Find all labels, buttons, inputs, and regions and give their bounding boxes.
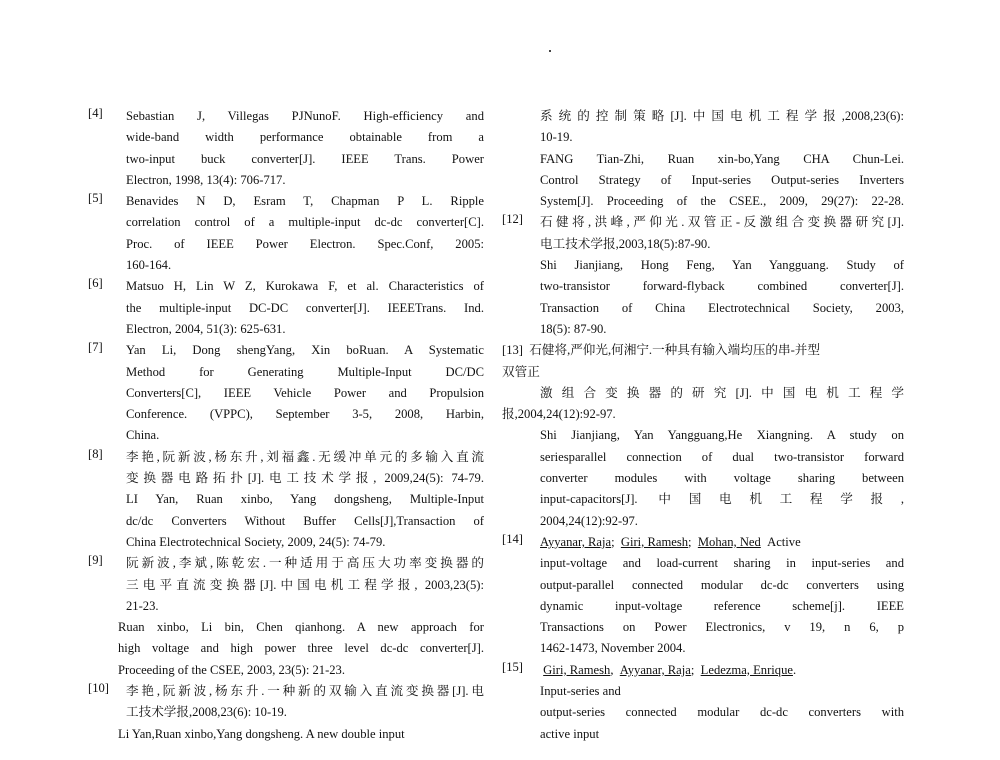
author-link[interactable]: Ledezma, Enrique	[700, 662, 793, 677]
ref-line: Control Strategy of Input-series Output-series Inverters	[540, 172, 904, 187]
ref-line: 工技术学报,2008,23(6): 10-19.	[126, 705, 287, 720]
ref-number: [14]	[502, 531, 523, 546]
ref-line: active input	[540, 726, 600, 741]
ref-line: 21-23.	[126, 598, 159, 613]
ref-line: correlation control of a multiple-input dc-dc converter[C].	[126, 215, 484, 230]
ref-text: 石健将,严仰光,何湘宁.一种具有输入端均压的串-并型	[529, 343, 820, 358]
ref-line: 2004,24(12):92-97.	[540, 513, 638, 528]
ref-line: Shi Jianjiang, Hong Feng, Yan Yangguang. Study of	[540, 258, 904, 273]
reference-item	[88, 276, 484, 340]
right-column	[502, 106, 904, 745]
ref-line: Sebastian J, Villegas PJNunoF. High-efficiency and	[126, 109, 484, 123]
ref-line: Li Yan,Ruan xinbo,Yang dongsheng. A new double input	[118, 726, 405, 741]
ref-line: two-input buck converter[J]. IEEE Trans. Power	[126, 151, 484, 166]
ref-line: Transaction of China Electrotechnical Society, 2003,	[540, 300, 904, 315]
ref-line: output-series connected modular dc-dc converters with	[540, 705, 904, 720]
reference-15	[502, 660, 904, 745]
reference-14	[502, 532, 904, 660]
ref-line: China.	[126, 428, 160, 443]
ref-line: high voltage and high power three level dc-dc converter[J].	[118, 641, 484, 656]
ref-line: the multiple-input DC-DC converter[J]. IEEETrans. Ind.	[126, 300, 484, 315]
ref-line: Shi Jianjiang, Yan Yangguang,He Xiangning. A study on	[540, 428, 904, 443]
reference-item	[88, 340, 484, 446]
ref-line: Matsuo H, Lin W Z, Kurokawa F, et al. Characteristics of	[126, 279, 484, 294]
ref-line: seriesparallel connection of dual two-transistor forward	[540, 449, 904, 464]
author-link[interactable]: Giri, Ramesh	[620, 534, 689, 549]
author-link[interactable]: Giri, Ramesh	[543, 662, 611, 677]
ref-number: [7]	[88, 340, 103, 355]
ref-line: input-capacitors[J]. 中国电机工程学报,	[540, 492, 904, 507]
ref-line: LI Yan, Ruan xinbo, Yang dongsheng, Multiple-Input	[126, 492, 484, 507]
ref-line: converter modules with voltage sharing between	[540, 471, 904, 486]
ref-english-block	[502, 425, 904, 531]
ref-line: 双管正	[502, 364, 540, 379]
reference-item	[88, 191, 484, 276]
page-speck	[549, 50, 551, 52]
ref-line: two-transistor forward-flyback combined converter[J].	[540, 279, 904, 294]
ref-line: Ruan xinbo, Li bin, Chen qianhong. A new approach for	[118, 620, 484, 635]
ref-line: input-voltage and load-current sharing in input-series and	[540, 556, 904, 571]
reference-13	[502, 340, 904, 532]
ref-line: System[J]. Proceeding of the CSEE., 2009, 29(27): 22-28.	[540, 194, 904, 209]
ref-line: 电工技术学报,2003,18(5):87-90.	[540, 236, 711, 251]
ref-line: China Electrotechnical Society, 2009, 24(5): 74-79.	[126, 534, 386, 549]
ref-line: FANG Tian-Zhi, Ruan xin-bo,Yang CHA Chun-Lei.	[540, 151, 904, 166]
reference-item	[88, 553, 484, 617]
ref-text: Active	[767, 534, 801, 549]
ref-line: 激组合变换器的研究[J].中国电机工程学	[540, 385, 904, 400]
ref-line: 10-19.	[540, 130, 573, 145]
ref-line: Ayyanar, Raja; Giri, Ramesh; Mohan, Ned Active	[540, 534, 801, 549]
ref-line	[502, 340, 904, 361]
ref-line: dynamic input-voltage reference scheme[j]. IEEE	[540, 598, 904, 613]
left-column	[88, 106, 484, 745]
ref-line: Conference. (VPPC), September 3-5, 2008, Harbin,	[126, 407, 484, 422]
ref-line: Proceeding of the CSEE, 2003, 23(5): 21-23.	[118, 662, 346, 677]
ref-line: 1462-1473, November 2004.	[540, 641, 686, 656]
ref-line: 李艳,阮新波,杨东升,刘福鑫.无缓冲单元的多输入直流	[126, 449, 484, 464]
ref-number: [8]	[88, 446, 103, 461]
ref-line: Electron, 1998, 13(4): 706-717.	[126, 172, 286, 187]
ref-line: Proc. of IEEE Power Electron. Spec.Conf, 2005:	[126, 236, 484, 251]
ref-line: 18(5): 87-90.	[540, 321, 607, 336]
ref-english-block	[88, 724, 484, 745]
ref-number: [4]	[88, 106, 103, 120]
ref-line: Input-series and	[540, 684, 621, 699]
ref-line: output-parallel connected modular dc-dc converters using	[540, 577, 904, 592]
reference-item	[88, 447, 484, 553]
ref-line: Yan Li, Dong shengYang, Xin boRuan. A Systematic	[126, 343, 484, 358]
ref-line: Method for Generating Multiple-Input DC/DC	[126, 364, 484, 379]
ref-line: 三电平直流变换器[J].中国电机工程学报, 2003,23(5):	[126, 577, 484, 592]
author-link[interactable]: Ayyanar, Raja	[540, 534, 612, 549]
ref-line: 李艳,阮新波,杨东升.一种新的双输入直流变换器[J].电	[126, 684, 484, 699]
ref-number: [12]	[502, 212, 523, 227]
reference-12	[502, 212, 904, 340]
ref-number: [9]	[88, 553, 103, 568]
author-link[interactable]: Mohan, Ned	[697, 534, 761, 549]
ref-line: 报,2004,24(12):92-97.	[502, 407, 616, 422]
ref-number: [15]	[502, 659, 523, 674]
ref-number: [13]	[502, 343, 523, 358]
ref-line: Benavides N D, Esram T, Chapman P L. Ripple	[126, 194, 484, 209]
ref-line: wide-band width performance obtainable from a	[126, 130, 484, 145]
ref-line: Transactions on Power Electronics, v 19, n 6, p	[540, 620, 904, 635]
ref-line: dc/dc Converters Without Buffer Cells[J],Transaction of	[126, 513, 484, 528]
ref-line: 石健将,洪峰,严仰光.双管正-反激组合变换器研究[J].	[540, 215, 904, 230]
ref-line: Giri, Ramesh, Ayyanar, Raja; Ledezma, Enrique.	[543, 662, 797, 677]
reference-item	[88, 681, 484, 724]
ref-line: Converters[C], IEEE Vehicle Power and Propulsion	[126, 385, 484, 400]
ref-number: [6]	[88, 276, 103, 291]
ref-number: [5]	[88, 191, 103, 206]
ref-line: 系统的控制策略[J].中国电机工程学报,2008,23(6):	[540, 109, 904, 123]
ref-11-continuation	[502, 106, 904, 212]
reference-item	[88, 106, 484, 191]
author-link[interactable]: Ayyanar, Raja	[619, 662, 691, 677]
ref-line: 160-164.	[126, 258, 172, 273]
ref-english-block	[88, 617, 484, 681]
ref-line: 阮新波,李斌,陈乾宏.一种适用于高压大功率变换器的	[126, 556, 484, 571]
ref-line: Electron, 2004, 51(3): 625-631.	[126, 321, 286, 336]
ref-line: 变换器电路拓扑[J].电工技术学报, 2009,24(5): 74-79.	[126, 471, 484, 486]
ref-number: [10]	[88, 681, 109, 696]
